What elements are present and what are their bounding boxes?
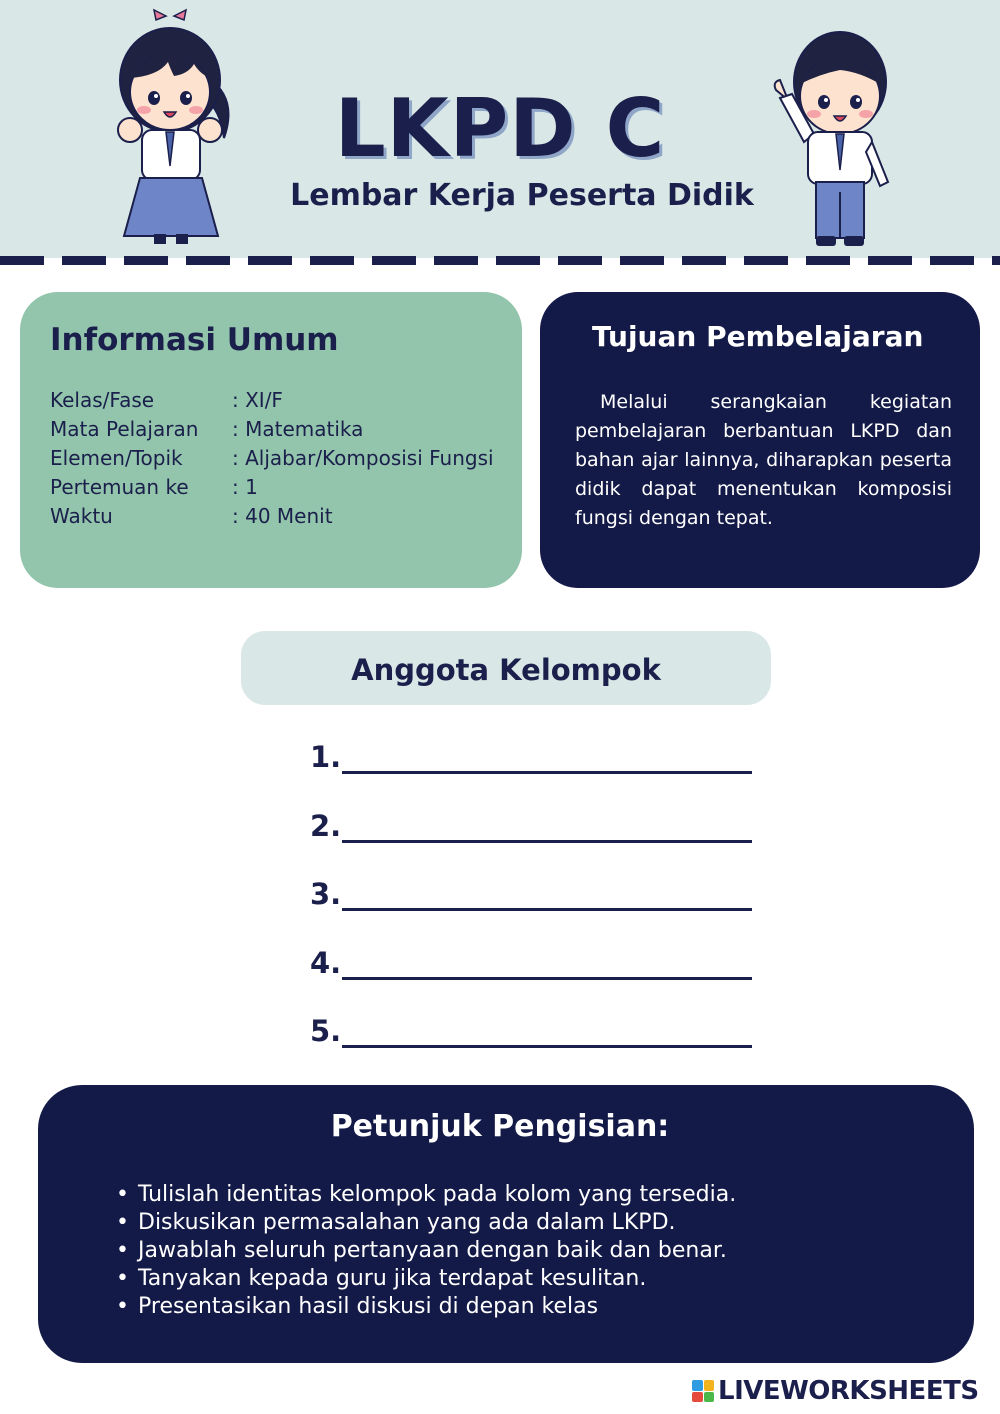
info-label: Pertemuan ke [50, 475, 189, 499]
instruction-item: • Jawablah seluruh pertanyaan dengan baik dan benar. [116, 1237, 736, 1265]
info-value: : XI/F [232, 388, 283, 412]
page-subtitle: Lembar Kerja Peserta Didik [290, 178, 754, 213]
info-row-topic [50, 446, 494, 475]
info-card-title: Informasi Umum [50, 322, 339, 358]
member-entry-5 [310, 1008, 752, 1048]
member-number: 1. [310, 740, 342, 774]
member-entry-3 [310, 871, 752, 911]
info-rows [50, 388, 494, 533]
instructions-title: Petunjuk Pengisian: [330, 1109, 670, 1144]
info-label: Mata Pelajaran [50, 417, 199, 441]
member-entry-4 [310, 940, 752, 980]
instructions-card [38, 1085, 974, 1363]
member-name-input[interactable] [342, 1045, 752, 1048]
member-number: 3. [310, 877, 342, 911]
liveworksheets-logo-icon [692, 1380, 714, 1402]
instruction-item: • Tulislah identitas kelompok pada kolom yang tersedia. [116, 1181, 736, 1209]
info-value: : Aljabar/Komposisi Fungsi [232, 446, 494, 470]
member-name-input[interactable] [342, 771, 752, 774]
group-members-heading: Anggota Kelompok [241, 631, 771, 705]
info-value: : Matematika [232, 417, 364, 441]
learning-goal-text: Melalui serangkaian kegiatan pembelajaran berbantuan LKPD dan bahan ajar lainnya, diharapkan peserta didik dapat menentukan komposisi fungsi dengan tepat. [575, 391, 952, 529]
info-card [20, 292, 522, 588]
info-row-class [50, 388, 494, 417]
learning-goal-title: Tujuan Pembelajaran [592, 320, 924, 353]
instruction-item: • Tanyakan kepada guru jika terdapat kesulitan. [116, 1265, 736, 1293]
info-row-meeting [50, 475, 494, 504]
info-row-time [50, 504, 494, 533]
dashed-divider [0, 256, 1000, 265]
info-row-subject [50, 417, 494, 446]
page-title: LKPD C [334, 82, 666, 175]
member-name-input[interactable] [342, 977, 752, 980]
learning-goal-card [540, 292, 980, 588]
instruction-item: • Diskusikan permasalahan yang ada dalam LKPD. [116, 1209, 736, 1237]
member-number: 5. [310, 1014, 342, 1048]
member-name-input[interactable] [342, 908, 752, 911]
info-value: : 40 Menit [232, 504, 333, 528]
member-number: 4. [310, 946, 342, 980]
liveworksheets-brand[interactable] [692, 1376, 992, 1406]
brand-name: LIVEWORKSHEETS [718, 1376, 979, 1406]
member-name-input[interactable] [342, 840, 752, 843]
member-entry-2 [310, 803, 752, 843]
instructions-list [116, 1181, 736, 1321]
info-value: : 1 [232, 475, 258, 499]
member-number: 2. [310, 809, 342, 843]
info-label: Kelas/Fase [50, 388, 155, 412]
instruction-item: • Presentasikan hasil diskusi di depan kelas [116, 1293, 736, 1321]
member-entry-1 [310, 734, 752, 774]
info-label: Waktu [50, 504, 113, 528]
info-label: Elemen/Topik [50, 446, 183, 470]
